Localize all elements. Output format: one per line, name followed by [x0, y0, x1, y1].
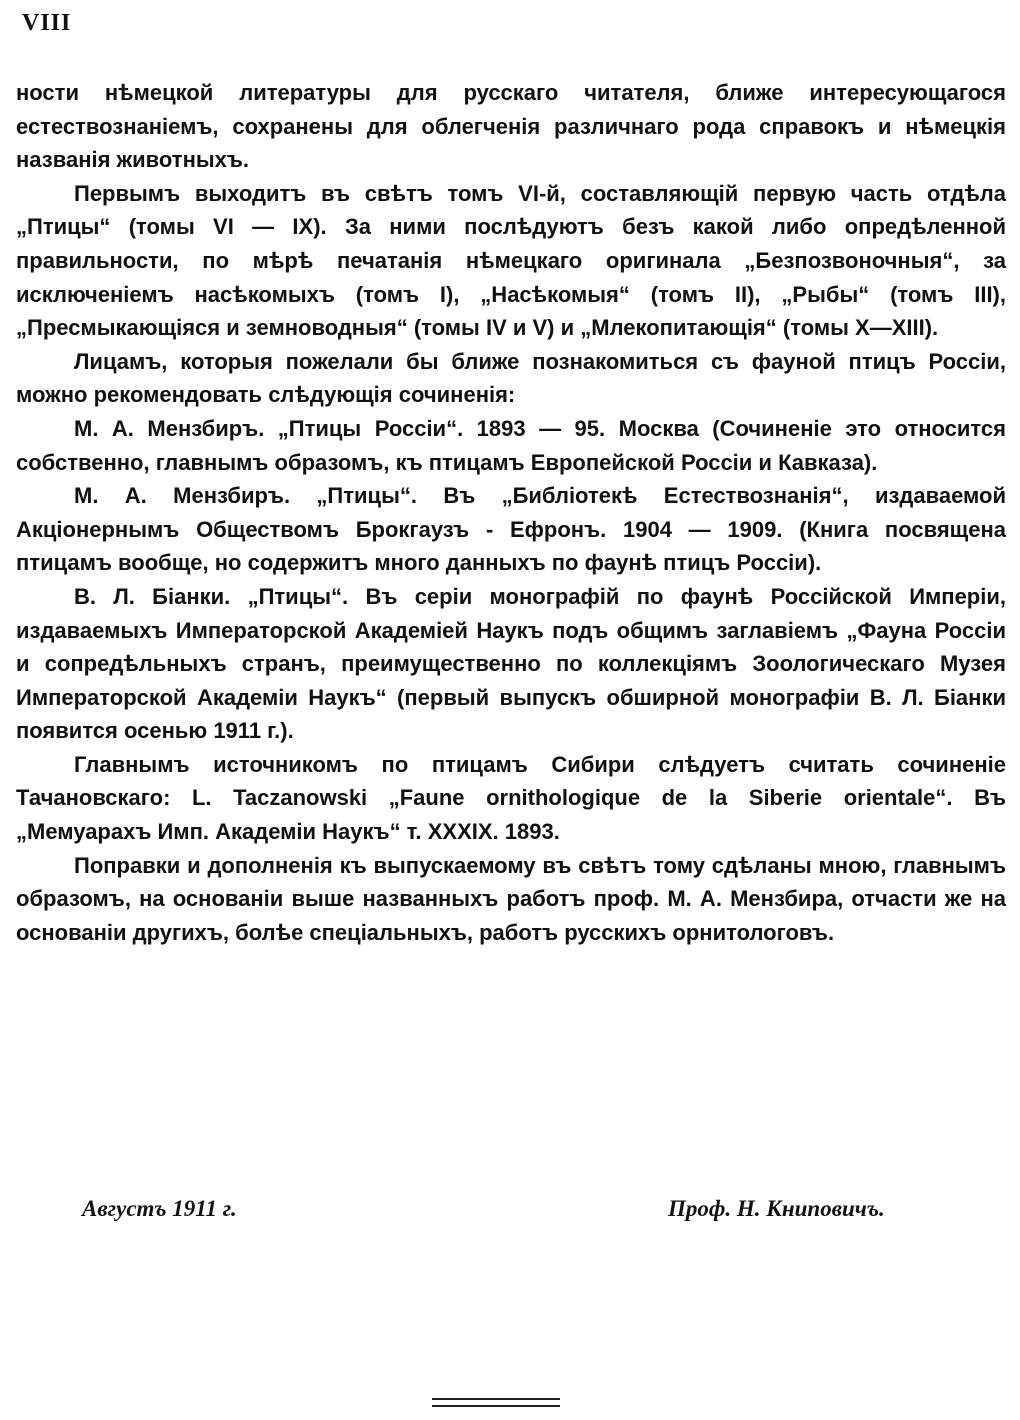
paragraph-siberia-source: Главнымъ источникомъ по птицамъ Сибири слѣдуетъ считать сочиненіе Тачановскаго: L. Taczanowski „Faune ornithologique de la Siberie orientale“. Въ „Мемуарахъ Имп. Академіи Наукъ“ т. XXXIX. 1893.: [16, 751, 1006, 845]
paragraph-volumes: Первымъ выходитъ въ свѣтъ томъ VI-й, составляющій первую часть отдѣла „Птицы“ (томы VI — IX). За ними послѣдуютъ безъ какой либо опредѣленной правильности, по мѣрѣ печатанія нѣмецкаго оригинала „Безпозвоночныя“, за исключеніемъ насѣкомыхъ (томъ I), „Насѣкомыя“ (томъ II), „Рыбы“ (томъ III), „Пресмыкающіяся и земноводныя“ (томы IV и V) и „Млекопитающія“ (томы X—XIII).: [16, 180, 1006, 341]
paragraph-continuation: ности нѣмецкой литературы для русскаго читателя, ближе интересующагося естествознаніемъ, сохранены для облегченія различнаго рода справокъ и нѣмецкія названія животныхъ.: [16, 80, 1006, 173]
reference-menzbir-birds: М. А. Мензбиръ. „Птицы“. Въ „Библіотекѣ Естествознанія“, издаваемой Акціонернымъ Обществомъ Брокгаузъ - Ефронъ. 1904 — 1909. (Книга посвящена птицамъ вообще, но содержитъ много данныхъ по фаунѣ птицъ Россіи).: [16, 483, 1006, 576]
page-number: VIII: [22, 10, 72, 36]
signature-date: Августъ 1911 г.: [82, 1196, 237, 1221]
end-rule-top: [432, 1398, 560, 1400]
body-text: [16, 76, 1006, 949]
end-rule-bottom: [432, 1405, 560, 1407]
paragraph-corrections: Поправки и дополненія къ выпускаемому въ свѣтъ тому сдѣланы мною, главнымъ образомъ, на основаніи выше названныхъ работъ проф. М. А. Мензбира, отчасти же на основаніи другихъ, болѣе спеціальныхъ, работъ русскихъ орнитологовъ.: [16, 852, 1006, 945]
signature-author: Проф. Н. Книповичъ.: [668, 1196, 885, 1221]
paragraph-recommendation: Лицамъ, которыя пожелали бы ближе познакомиться съ фауной птицъ Россіи, можно рекомендовать слѣдующія сочиненія:: [16, 348, 1006, 408]
reference-bianki-birds: В. Л. Біанки. „Птицы“. Въ серіи монографій по фаунѣ Россійской Имперіи, издаваемыхъ Императорской Академіей Наукъ подъ общимъ заглавіемъ „Фауна Россіи и сопредѣльныхъ странъ, преимущественно по коллекціямъ Зоологическаго Музея Императорской Академіи Наукъ“ (первый выпускъ обширной монографіи В. Л. Біанки появится осенью 1911 г.).: [16, 583, 1006, 744]
reference-menzbir-birds-of-russia: М. А. Мензбиръ. „Птицы Россіи“. 1893 — 95. Москва (Сочиненіе это относится собственно, главнымъ образомъ, къ птицамъ Европейской Россіи и Кавказа).: [16, 415, 1006, 475]
